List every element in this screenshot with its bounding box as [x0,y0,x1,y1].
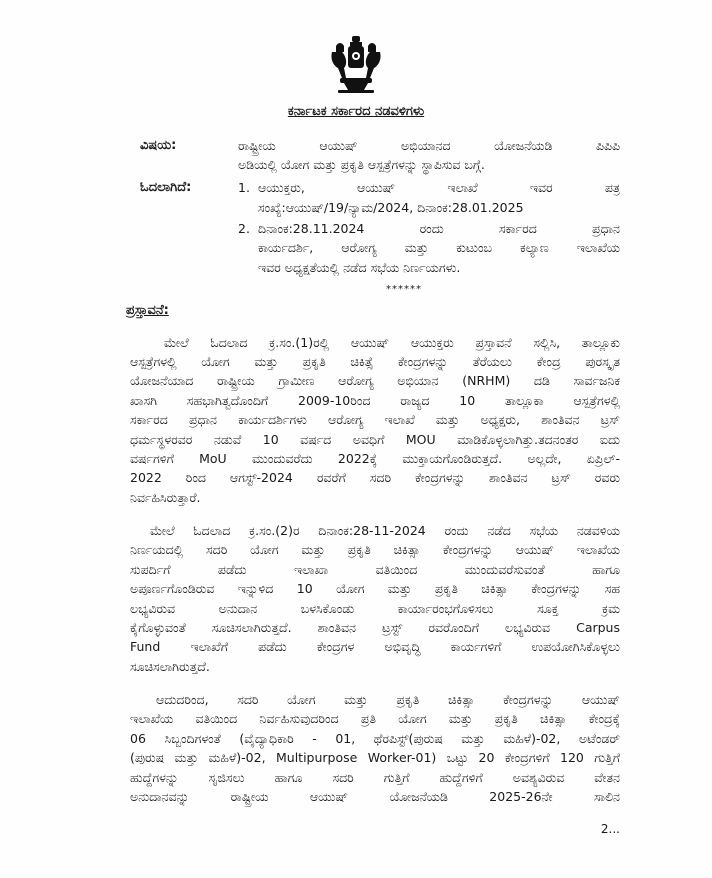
preamble-heading: ಪ್ರಸ್ತಾವನೆ: [126,303,169,319]
paragraph-line: ಆದುದರಿಂದ, ಸದರಿ ಯೋಗ ಮತ್ತು ಪ್ರಕೃತಿ ಚಿಕಿತ್ಸಾ ಕೇಂದ್ರಗಳನ್ನು ಆಯುಷ್ [156,692,620,707]
reference-text [258,219,620,277]
paragraph-line: ಆಸ್ಪತ್ರೆಗಳಲ್ಲಿ ಯೋಗ ಮತ್ತು ಪ್ರಕೃತಿ ಚಿಕಿತ್ಸೆ ಕೇಂದ್ರಗಳನ್ನು ತೆರೆಯಲು ಕೇಂದ್ರ ಪುರಸ್ಕೃತ [130,354,620,369]
paragraph-line: ಕೈಗೊಳ್ಳುವಂತೆ ಸೂಚಿಸಲಾಗಿರುತ್ತದೆ. ಶಾಂತಿವನ ಟ್ರಸ್ಟ್ ರವರೊಂದಿಗೆ ಲಭ್ಯವಿರುವ Carpus [130,619,620,635]
subject-text [238,136,620,175]
paragraph-line: ನಿರ್ಣಯದಲ್ಲಿ ಸದರಿ ಯೋಗ ಮತ್ತು ಪ್ರಕೃತಿ ಚಿಕಿತ್ಸಾ ಕೇಂದ್ರಗಳನ್ನು ಆಯುಷ್ ಇಲಾಖೆಯ [130,542,620,558]
subject-line: ರಾಷ್ಟ್ರೀಯ ಆಯುಷ್ ಅಭಿಯಾನದ ಯೋಜನೆಯಡಿ ಪಿಪಿಪಿ [238,137,620,153]
paragraph-line: 06 ಸಿಬ್ಬಂದಿಗಳಂತೆ (ವೈದ್ಯಾಧಿಕಾರಿ - 01, ಥೆರಪಿಸ್ಟ್(ಪುರುಷ ಮತ್ತು ಮಹಿಳೆ)-02, ಅಟೆಂಡರ್ [130,730,620,746]
separator: ****** [386,284,422,296]
paragraph-line: (ಪುರುಷ ಮತ್ತು ಮಹಿಳೆ)-02, Multipurpose Worker-01) ಒಟ್ಟು 20 ಕೇಂದ್ರಗಳಿಗೆ 120 ಗುತ್ತಿಗೆ [130,750,620,766]
reference-line: ಸಂಖ್ಯೆ:ಆಯುಷ್/19/ನ್ಯಾಮ/2024, ದಿನಾಂಕ:28.01.2025 [258,199,524,215]
paragraph-line: ಲಭ್ಯವಿರುವ ಅನುದಾನ ಬಳಸಿಕೊಂಡು ಕಾರ್ಯಾರಂಭಗೊಳಿಸಲು ಸೂಕ್ತ ಕ್ರಮ [130,600,620,616]
paragraph-line: ವರ್ಷಗಳಿಗೆ MoU ಮುಂದುವರೆದು 2022ಕ್ಕೆ ಮುಕ್ತಾಯಗೊಂಡಿರುತ್ತದೆ. ಅಲ್ಲದೇ, ಏಪ್ರಿಲ್- [130,450,620,466]
references-row [140,178,620,279]
reference-line: ಕಾರ್ಯದರ್ಶಿ, ಆರೋಗ್ಯ ಮತ್ತು ಕುಟುಂಬ ಕಲ್ಯಾಣ ಇಲಾಖೆಯ [258,240,620,256]
paragraph-line: ಮೇಲೆ ಓದಲಾದ ಕ್ರ.ಸಂ.(1)ರಲ್ಲಿ ಆಯುಷ್ ಆಯುಕ್ತರು ಪ್ರಸ್ತಾವನೆ ಸಲ್ಲಿಸಿ, ತಾಲ್ಲೂಕು [164,334,620,350]
emblem-container [92,34,620,100]
reference-item [238,219,620,277]
paragraph-line: ಸರ್ಕಾರದ ಪ್ರಧಾನ ಕಾರ್ಯದರ್ಶಿಗಳು ಆರೋಗ್ಯ ಇಲಾಖೆ ಮತ್ತು ಅಧ್ಯಕ್ಷರು, ಶಾಂತಿವನ ಟ್ರಸ್ [130,412,620,428]
subject-line: ಅಡಿಯಲ್ಲಿ ಯೋಗ ಮತ್ತು ಪ್ರಕೃತಿ ಆಸ್ಪತ್ರೆಗಳನ್ನು ಸ್ಥಾಪಿಸುವ ಬಗ್ಗೆ. [238,156,485,172]
paragraph-1 [130,333,620,507]
document-title: ಕರ್ನಾಟಕ ಸರ್ಕಾರದ ನಡವಳಿಗಳು [287,104,425,119]
paragraph-line: ಧರ್ಮಸ್ಥಳರವರ ನಡುವೆ 10 ವರ್ಷದ ಅವಧಿಗೆ MOU ಮಾಡಿಕೊಳ್ಳಲಾಗಿತ್ತು.ತದನಂತರ ಐದು [130,431,620,447]
paragraph-line: ನಿರ್ವಹಿಸಿರುತ್ತಾರೆ. [130,489,201,505]
paragraph-line: ಯೋಜನೆಯಾದ ರಾಷ್ಟ್ರೀಯ ಗ್ರಾಮೀಣ ಆರೋಗ್ಯ ಅಭಿಯಾನ (NRHM) ದಡಿ ಸಾರ್ವಜನಿಕ [130,373,620,389]
paragraph-line: ಖಾಸಗಿ ಸಹಭಾಗಿತ್ವದೊಂದಿಗೆ 2009-10ರಿಂದ ರಾಜ್ಯದ 10 ತಾಲ್ಲೂಕಾ ಆಸ್ಪತ್ರೆಗಳಲ್ಲಿ [130,392,620,408]
references-label: ಓದಲಾಗಿದೆ: [140,180,192,196]
reference-number: 2. [238,221,250,236]
paragraph-line: 2022 ರಿಂದ ಆಗಸ್ಟ್-2024 ರವರೆಗೆ ಸದರಿ ಕೇಂದ್ರಗಳನ್ನು ಶಾಂತಿವನ ಟ್ರಸ್ ರವರು [130,470,620,486]
reference-line: ಆಯುಕ್ತರು, ಆಯುಷ್ ಇಲಾಖೆ ಇವರ ಪತ್ರ [258,180,620,196]
paragraph-line: ಅಪೂರ್ಣಗೊಂಡಿರುವ ಇನ್ನುಳಿದ 10 ಯೋಗ ಮತ್ತು ಪ್ರಕೃತಿ ಚಿಕಿತ್ಸಾ ಕೇಂದ್ರಗಳನ್ನು ಸಹ [130,581,620,597]
reference-number: 1. [238,180,250,196]
reference-line: ಇವರ ಅಧ್ಯಕ್ಷತೆಯಲ್ಲಿ ನಡೆದ ಸಭೆಯ ನಿರ್ಣಯಗಳು. [258,259,461,275]
karnataka-emblem-icon [328,34,384,96]
paragraph-3 [130,690,620,806]
subject-label: ವಿಷಯ: [140,137,177,153]
paragraph-line: ಸುಪರ್ದಿಗೆ ಪಡೆದು ಇಲಾಖಾ ವತಿಯಿಂದ ಮುಂದುವರೆಸುವಂತೆ ಹಾಗೂ [130,561,620,577]
paragraph-2 [130,521,620,676]
reference-line: ದಿನಾಂಕ:28.11.2024 ರಂದು ಸರ್ಕಾರದ ಪ್ರಧಾನ [258,221,620,236]
subject-row [140,136,620,175]
paragraph-line: ಮೇಲೆ ಓದಲಾದ ಕ್ರ.ಸಂ.(2)ರ ದಿನಾಂಕ:28-11-2024 ರಂದು ನಡೆದ ಸಭೆಯ ನಡವಳಿಯ [150,523,620,538]
paragraph-line: Fund ಇಲಾಖೆಗೆ ಪಡೆದು ಕೇಂದ್ರಗಳ ಅಭಿವೃದ್ಧಿ ಕಾರ್ಯಗಳಿಗೆ ಉಪಯೋಗಿಸಿಕೊಳ್ಳಲು [130,639,620,655]
reference-text [258,178,620,217]
paragraph-line: ಹುದ್ದೆಗಳನ್ನು ಸೃಜಿಸಲು ಹಾಗೂ ಸದರಿ ಗುತ್ತಿಗೆ ಹುದ್ದೆಗಳಿಗೆ ಅವಶ್ಯವಿರುವ ವೇತನ [130,769,620,785]
references-list [238,178,620,279]
paragraph-line: ಇಲಾಖೆಯ ವತಿಯಿಂದ ನಿರ್ವಹಿಸುವುದರಿಂದ ಪ್ರತಿ ಯೋಗ ಮತ್ತು ಪ್ರಕೃತಿ ಚಿಕಿತ್ಸಾ ಕೇಂದ್ರಕ್ಕೆ [130,711,620,727]
page-continuation: 2... [600,822,620,837]
reference-item [238,178,620,217]
paragraph-line: ಸೂಚಿಸಲಾಗಿರುತ್ತದೆ. [130,658,210,674]
paragraph-line: ಅನುದಾನವನ್ನು ರಾಷ್ಟ್ರೀಯ ಆಯುಷ್ ಯೋಜನೆಯಡಿ 2025-26ನೇ ಸಾಲಿನ [130,788,620,804]
